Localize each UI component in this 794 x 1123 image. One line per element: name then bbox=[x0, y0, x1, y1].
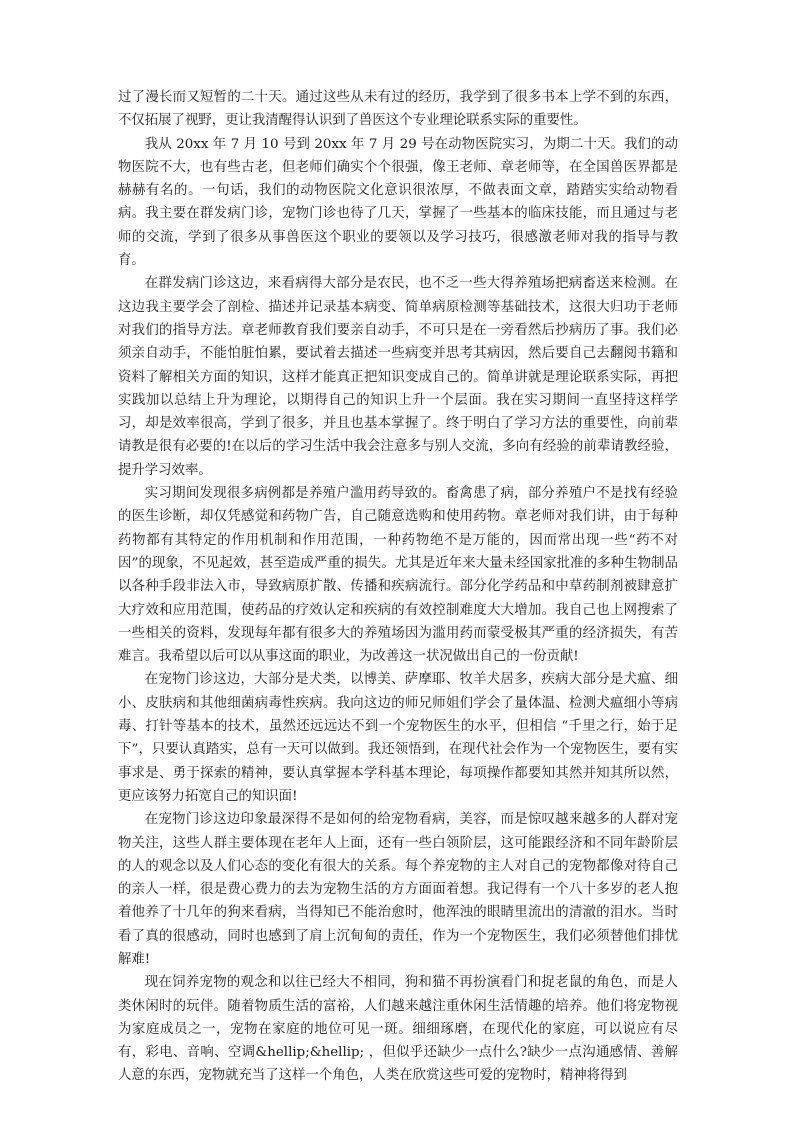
paragraph-2: 我从 20xx 年 7 月 10 号到 20xx 年 7 月 29 号在动物医院实习，为期二十天。我们的动物医院不大，也有些古老，但老师们确实个个很强，像王老师、章老师等，在全国兽医界都是赫赫有名的。一句话，我们的动物医院文化意识很浓厚，不做表面文章，踏踏实实给动物看病。我主要在群发病门诊，宠物门诊也待了几天，掌握了一些基本的临床技能，而且通过与老师的交流，学到了很多从事兽医这个职业的要领以及学习技巧，很感激老师对我的指导与教育。 bbox=[118, 136, 678, 269]
document-body bbox=[118, 86, 678, 1088]
paragraph-5: 在宠物门诊这边，大部分是犬类，以博美、萨摩耶、牧羊犬居多，疾病大部分是犬瘟、细小、皮肤病和其他细菌病毒性疾病。我向这边的师兄师姐们学会了量体温、检测犬瘟细小等病毒、打针等基本的技术，虽然还远远达不到一个宠物医生的水平，但相信 “千里之行，始于足下”，只要认真踏实，总有一天可以做到。我还领悟到，在现代社会作为一个宠物医生，要有实事求是、勇于探索的精神，要认真掌握本学科基本理论，每项操作都要知其然并知其所以然，更应该努力拓宽自己的知识面! bbox=[118, 672, 678, 804]
paragraph-3: 在群发病门诊这边，来看病得大部分是农民，也不乏一些大得养殖场把病畜送来检测。在这边我主要学会了剖检、描述并记录基本病变、简单病原检测等基础技术，这很大归功于老师对我们的指导方法。章老师教育我们要亲自动手，不可只是在一旁看然后抄病历了事。我们必须亲自动手，不能怕脏怕累，要试着去描述一些病变并思考其病因，然后要自己去翻阅书籍和资料了解相关方面的知识，这样才能真正把知识变成自己的。简单讲就是理论联系实际，再把实践加以总结上升为理论，以期得自己的知识上升一个层面。我在实习期间一直坚持这样学习，却是效率很高，学到了很多，并且也基本掌握了。终于明白了学习方法的重要性，向前辈请教是很有必要的!在以后的学习生活中我会注意多与别人交流，多向有经验的前辈请教经验，提升学习效率。 bbox=[118, 276, 678, 478]
paragraph-6: 在宠物门诊这边印象最深得不是如何的给宠物看病，美容，而是惊叹越来越多的人群对宠物关注，这些人群主要体现在老年人上面，还有一些白领阶层，这可能跟经济和不同年龄阶层的人的观念以及人们心态的变化有很大的关系。每个养宠物的主人对自己的宠物都像对待自己的亲人一样，很是费心费力的去为宠物生活的方方面面着想。我记得有一个八十多岁的老人抱着他养了十几年的狗来看病，当得知已不能治愈时，他浑浊的眼睛里流出的清澈的泪水。当时看了真的很感动，同时也感到了肩上沉甸甸的责任，作为一个宠物医生，我们必须替他们排忧解难! bbox=[118, 812, 678, 967]
paragraph-7: 现在饲养宠物的观念和以往已经大不相同，狗和猫不再扮演看门和捉老鼠的角色，而是人类休闲时的玩伴。随着物质生活的富裕，人们越来越注重休闲生活情趣的培养。他们将宠物视为家庭成员之一，宠物在家庭的地位可见一斑。细细琢磨，在现代化的家庭，可以说应有尽有，彩电、音响、空调&hellip;&hellip; ，但似乎还缺少一点什么?缺少一点沟通感情、善解人意的东西，宠物就充当了这样一个角色，人类在欣赏这些可爱的宠物时，精神将得到 bbox=[118, 975, 678, 1084]
paragraph-1: 过了漫长而又短暂的二十天。通过这些从未有过的经历，我学到了很多书本上学不到的东西，不仅拓展了视野，更让我清醒得认识到了兽医这个专业理论联系实际的重要性。 bbox=[118, 90, 678, 129]
paragraph-4: 实习期间发现很多病例都是养殖户滥用药导致的。畜禽患了病，部分养殖户不是找有经验的医生诊断，却仅凭感觉和药物广告，自己随意选购和使用药物。章老师对我们讲，由于每种药物都有其特定的作用机制和作用范围，一种药物绝不是万能的，因而常出现一些“药不对因”的现象，不见起效，甚至造成严重的损失。尤其是近年来大量未经国家批准的多种生物制品以各种手段非法入市，导致病原扩散、传播和疾病流行。部分化学药品和中草药制剂被肆意扩大疗效和应用范围，使药品的疗效认定和疾病的有效控制难度大大增加。我自己也上网搜索了一些相关的资料，发现每年都有很多大的养殖场因为滥用药而蒙受极其严重的经济损失，有苦难言。我希望以后可以从事这面的职业，为改善这一状况做出自己的一份贡献! bbox=[118, 486, 678, 665]
